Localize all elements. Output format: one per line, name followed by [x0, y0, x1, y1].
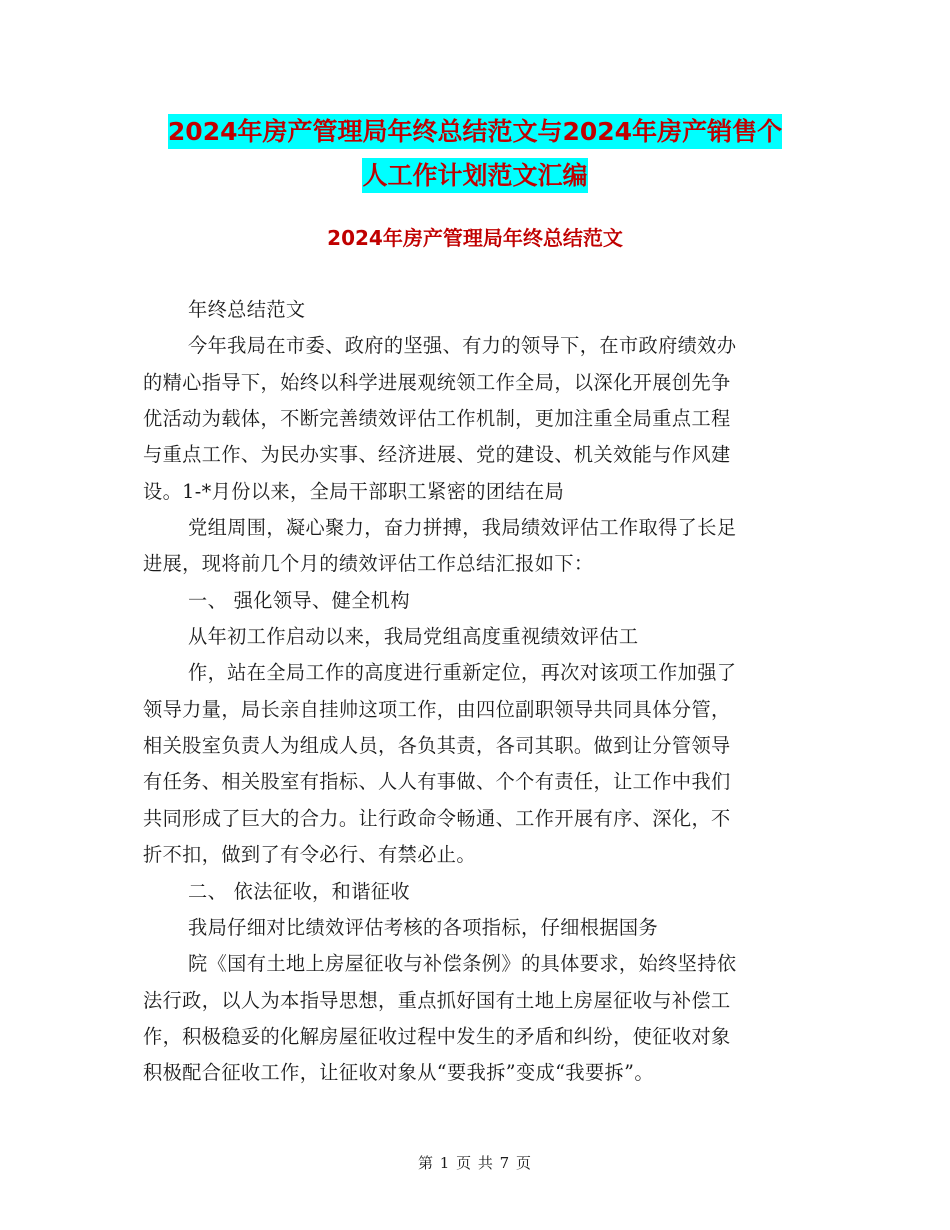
paragraph-line: 折不扣，做到了有令必行、有禁必止。 — [143, 843, 476, 867]
subheading-line: 二、 依法征收，和谐征收 — [188, 879, 410, 903]
paragraph-line: 作，站在全局工作的高度进行重新定位，再次对该项工作加强了 — [188, 661, 737, 685]
paragraph-line: 相关股室负责人为组成人员，各负其责，各司其职。做到让分管领导 — [143, 734, 731, 758]
document-title-line-1 — [0, 110, 950, 154]
paragraph-line: 领导力量，局长亲自挂帅这项工作，由四位副职领导共同具体分管， — [143, 697, 731, 721]
paragraph-line: 共同形成了巨大的合力。让行政命令畅通、工作开展有序、深化，不 — [143, 806, 731, 830]
paragraph-line: 积极配合征收工作，让征收对象从“要我拆”变成“我要拆”。 — [143, 1061, 654, 1085]
paragraph-line: 作，积极稳妥的化解房屋征收过程中发生的矛盾和纠纷，使征收对象 — [143, 1024, 731, 1048]
section-heading: 2024年房产管理局年终总结范文 — [327, 226, 623, 250]
page-footer: 第 1 页 共 7 页 — [418, 1154, 532, 1172]
document-title-text-1: 2024年房产管理局年终总结范文与2024年房产销售个 — [168, 114, 782, 149]
paragraph-line: 与重点工作、为民办实事、经济进展、党的建设、机关效能与作风建 — [143, 443, 731, 467]
paragraph-line: 进展，现将前几个月的绩效评估工作总结汇报如下： — [143, 552, 594, 576]
paragraph-line: 院《国有土地上房屋征收与补偿条例》的具体要求，始终坚持依 — [188, 952, 737, 976]
body-text — [143, 292, 803, 1092]
paragraph-line: 的精心指导下，始终以科学进展观统领工作全局，以深化开展创先争 — [143, 370, 731, 394]
paragraph-line: 年终总结范文 — [188, 298, 306, 321]
paragraph-line: 从年初工作启动以来，我局党组高度重视绩效评估工 — [188, 625, 639, 649]
paragraph-line: 法行政，以人为本指导思想，重点抓好国有土地上房屋征收与补偿工 — [143, 988, 731, 1012]
document-title-line-2 — [0, 154, 950, 198]
document-title-text-2: 人工作计划范文汇编 — [362, 158, 587, 193]
paragraph-line: 设。1-*月份以来，全局干部职工紧密的团结在局 — [143, 479, 565, 503]
subheading-line: 一、 强化领导、健全机构 — [188, 588, 410, 612]
paragraph-line: 优活动为载体，不断完善绩效评估工作机制，更加注重全局重点工程 — [143, 407, 731, 431]
paragraph-line: 今年我局在市委、政府的坚强、有力的领导下，在市政府绩效办 — [188, 334, 737, 358]
paragraph-line: 有任务、相关股室有指标、人人有事做、个个有责任，让工作中我们 — [143, 770, 731, 794]
paragraph-line: 我局仔细对比绩效评估考核的各项指标，仔细根据国务 — [188, 915, 659, 939]
paragraph-line: 党组周围，凝心聚力，奋力拼搏，我局绩效评估工作取得了长足 — [188, 516, 737, 540]
